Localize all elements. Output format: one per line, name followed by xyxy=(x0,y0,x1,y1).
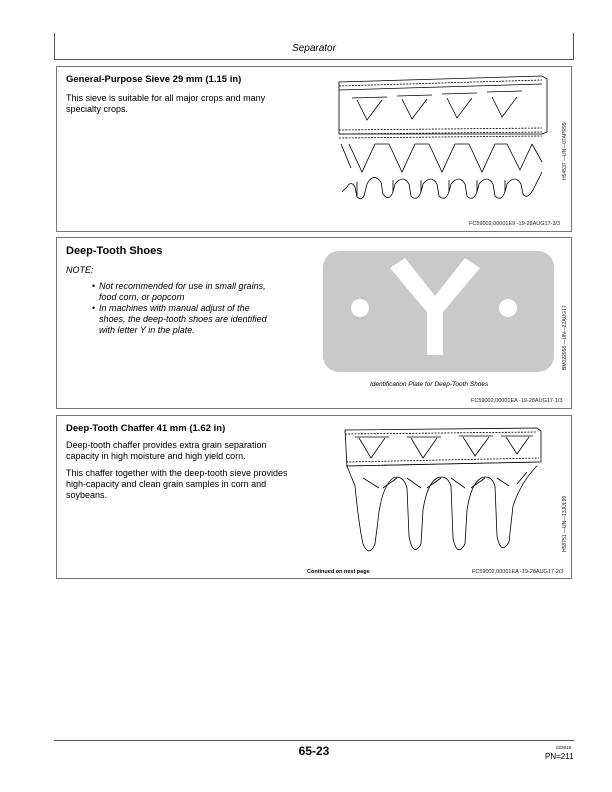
note-item xyxy=(92,281,322,303)
body-line: This sieve is suitable for all major crops and many xyxy=(66,93,266,103)
continued-notice: Continued on next page xyxy=(307,569,370,575)
note-item xyxy=(92,303,322,336)
section-deep-tooth-chaffer xyxy=(56,415,572,579)
figure-id: H58751 —UN—13JUL99 xyxy=(562,495,568,552)
section-title: General-Purpose Sieve 29 mm (1.15 in) xyxy=(66,74,242,85)
note-line: food corn, or popcorn xyxy=(99,292,185,302)
note-list xyxy=(92,281,322,336)
reference-code: FC59002,00001EA -19-28AUG17-2/3 xyxy=(472,569,564,575)
header-rule xyxy=(54,59,574,60)
footer-code: 022819 xyxy=(556,745,572,750)
reference-code: FC59002,00001E9 -19-28AUG17-3/3 xyxy=(469,221,561,227)
figure-caption: Identification Plate for Deep-Tooth Shoes xyxy=(370,381,489,388)
body-line: specialty crops. xyxy=(66,104,129,114)
section-body-2 xyxy=(66,468,316,501)
figure-id: H54537 —UN—07APR99 xyxy=(562,122,568,180)
section-deep-tooth-shoes xyxy=(56,237,572,409)
note-line: • Not recommended for use in small grains, xyxy=(99,281,266,291)
section-general-purpose-sieve xyxy=(56,66,572,232)
section-body-1 xyxy=(66,440,316,462)
sieve-illustration xyxy=(337,72,552,212)
running-header: Separator xyxy=(292,43,336,54)
section-title: Deep-Tooth Chaffer 41 mm (1.62 in) xyxy=(66,423,226,434)
body-line: high-capacity and clean grain samples in corn and xyxy=(66,479,267,489)
body-line: This chaffer together with the deep-tooth sieve provides xyxy=(66,468,288,478)
note-line: • In machines with manual adjust of the xyxy=(99,303,250,313)
body-line: capacity in high moisture and high yield corn. xyxy=(66,451,246,461)
section-body xyxy=(66,93,316,115)
identification-plate-illustration xyxy=(322,250,557,375)
note-label: NOTE: xyxy=(66,265,94,275)
chaffer-illustration xyxy=(341,426,551,556)
footer-rule xyxy=(54,740,574,741)
pn-number: PN=211 xyxy=(545,752,574,761)
note-line: shoes, the deep-tooth shoes are identified xyxy=(99,314,267,324)
body-line: soybeans. xyxy=(66,490,108,500)
figure-id: BM022958 —UN—22AUG17 xyxy=(562,305,568,370)
reference-code: FC59002,00001EA -19-28AUG17-1/3 xyxy=(471,398,563,404)
note-line: with letter Y in the plate. xyxy=(99,325,195,335)
page-number: 65-23 xyxy=(298,744,330,758)
section-title: Deep-Tooth Shoes xyxy=(66,245,163,257)
body-line: Deep-tooth chaffer provides extra grain separation xyxy=(66,440,267,450)
